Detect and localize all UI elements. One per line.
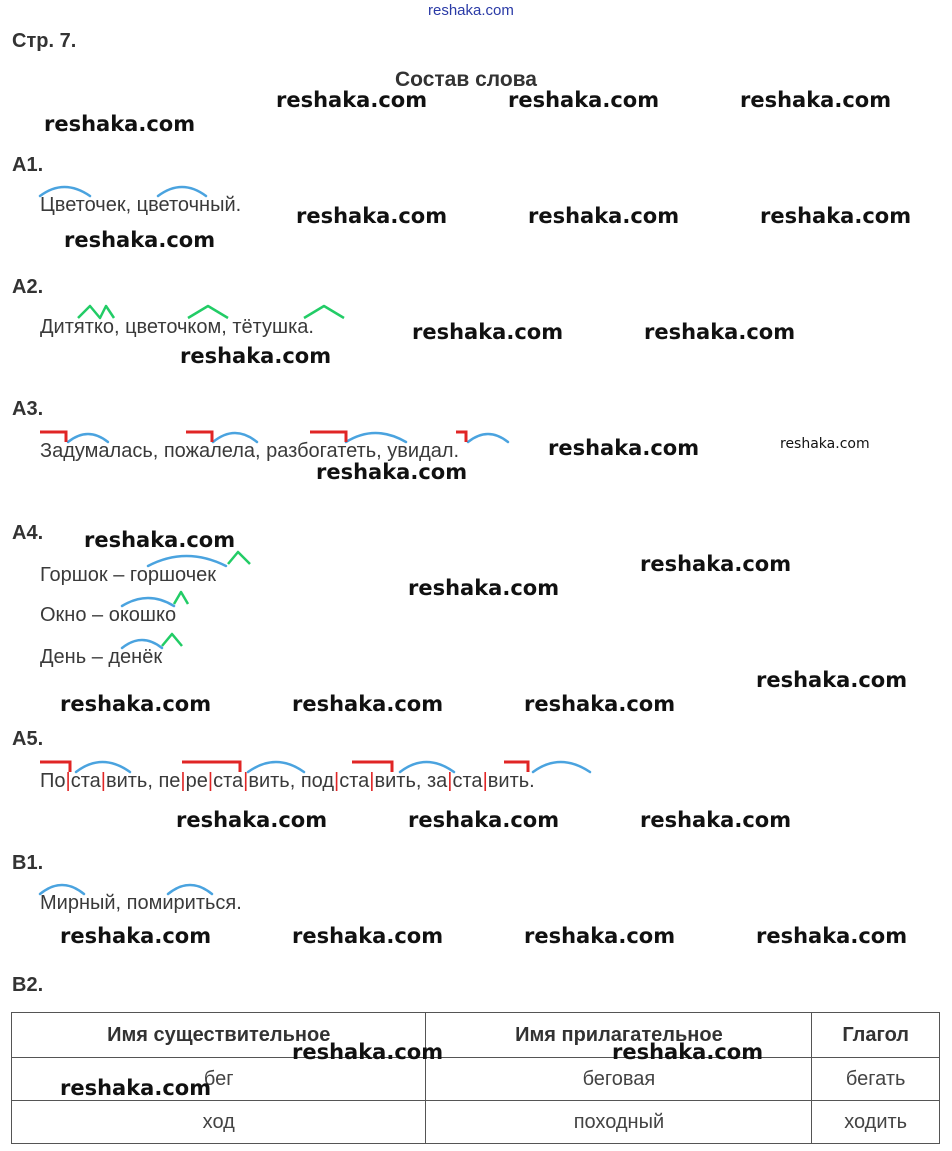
column-header: Глагол	[812, 1013, 940, 1058]
task-a1-label: А1.	[12, 154, 44, 176]
watermark: reshaka.com	[548, 436, 700, 460]
watermark: reshaka.com	[292, 924, 444, 948]
watermark: reshaka.com	[84, 528, 236, 552]
morpheme: ста	[339, 770, 370, 792]
task-a5-label: А5.	[12, 728, 44, 750]
watermark: reshaka.com	[292, 1040, 444, 1064]
task-a5-answer: По|ста|вить, пе|ре|ста|вить, под|ста|вить, за|ста|вить.	[40, 770, 535, 792]
morpheme: По	[40, 770, 66, 792]
watermark: reshaka.com	[756, 924, 908, 948]
task-a4-line: Окно – окошко	[40, 604, 177, 626]
table-cell: бег	[12, 1058, 426, 1101]
watermark: reshaka.com	[640, 808, 792, 832]
task-a2-label: А2.	[12, 276, 44, 298]
table-cell: бегать	[812, 1058, 940, 1101]
task-a3-answer: Задумалась, пожалела, разбогатеть, увидал.	[40, 440, 460, 462]
morpheme: вить,	[374, 770, 427, 792]
task-a1-answer: Цветочек, цветочный.	[40, 194, 242, 216]
morpheme: под	[300, 770, 335, 792]
task-a4-line: День – денёк	[40, 646, 163, 668]
watermark: reshaka.com	[408, 576, 560, 600]
task-b1-answer: Мирный, помириться.	[40, 892, 242, 914]
watermark: reshaka.com	[412, 320, 564, 344]
watermark: reshaka.com	[760, 204, 912, 228]
task-a4-line: Горшок – горшочек	[40, 564, 217, 586]
morpheme: вить.	[487, 770, 535, 792]
root-arc-mark	[533, 762, 590, 772]
watermark: reshaka.com	[292, 692, 444, 716]
watermark: reshaka.com	[524, 924, 676, 948]
watermark: reshaka.com	[44, 112, 196, 136]
watermark: reshaka.com	[60, 692, 212, 716]
morpheme: за	[427, 770, 448, 792]
morpheme: ста	[70, 770, 101, 792]
site-link[interactable]: reshaka.com	[428, 2, 514, 19]
page-title: Состав слова	[395, 68, 537, 91]
task-b1-label: В1.	[12, 852, 44, 874]
watermark: reshaka.com	[640, 552, 792, 576]
column-header: Имя прилагательное	[426, 1013, 812, 1058]
watermark: reshaka.com	[740, 88, 892, 112]
watermark: reshaka.com	[408, 808, 560, 832]
morpheme: вить,	[105, 770, 159, 792]
task-b2-label: В2.	[12, 974, 44, 996]
morpheme: ре	[185, 770, 208, 792]
suffix-mark	[162, 634, 182, 646]
morpheme: ста	[452, 770, 483, 792]
task-a3-label: А3.	[12, 398, 44, 420]
watermark: reshaka.com	[176, 808, 328, 832]
suffix-mark	[174, 592, 188, 604]
watermark: reshaka.com	[296, 204, 448, 228]
morpheme: ста	[213, 770, 244, 792]
page-number: Стр. 7.	[12, 30, 77, 52]
table-row	[12, 1101, 940, 1144]
root-arc-mark	[468, 434, 508, 442]
suffix-mark	[228, 552, 250, 564]
table-cell: походный	[426, 1101, 812, 1144]
column-header: Имя существительное	[12, 1013, 426, 1058]
watermark: reshaka.com	[64, 228, 216, 252]
watermark: reshaka.com	[644, 320, 796, 344]
watermark: reshaka.com	[528, 204, 680, 228]
watermark: reshaka.com	[60, 1076, 212, 1100]
watermark: reshaka.com	[180, 344, 332, 368]
watermark: reshaka.com	[524, 692, 676, 716]
morpheme: вить,	[248, 770, 301, 792]
table-cell: ходить	[812, 1101, 940, 1144]
table-cell: ход	[12, 1101, 426, 1144]
watermark: reshaka.com	[612, 1040, 764, 1064]
table-header-row	[12, 1013, 940, 1058]
watermark: reshaka.com	[756, 668, 908, 692]
task-a2-answer: Дитятко, цветочком, тётушка.	[40, 316, 314, 338]
table-cell: беговая	[426, 1058, 812, 1101]
watermark: reshaka.com	[780, 436, 870, 452]
watermark: reshaka.com	[60, 924, 212, 948]
morpheme: пе	[158, 770, 181, 792]
task-a4-label: А4.	[12, 522, 44, 544]
watermark: reshaka.com	[508, 88, 660, 112]
watermark: reshaka.com	[276, 88, 428, 112]
watermark: reshaka.com	[316, 460, 468, 484]
